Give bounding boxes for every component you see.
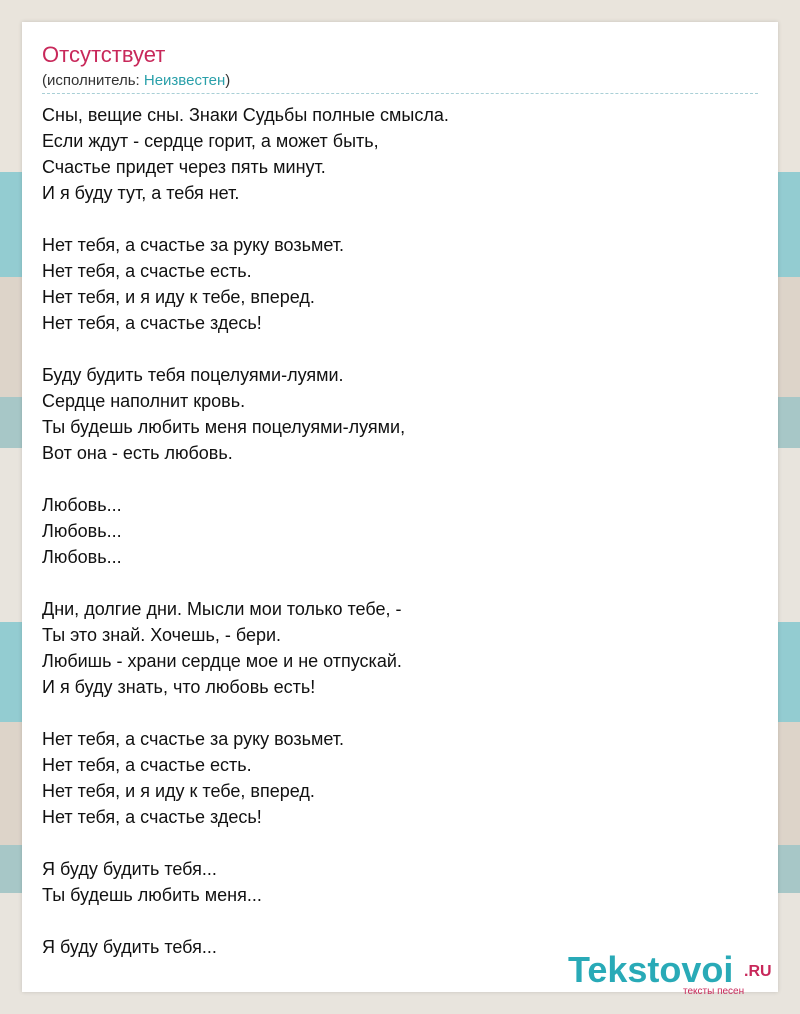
artist-link[interactable]: Неизвестен — [143, 72, 226, 89]
lyric-line: Нет тебя, и я иду к тебе, вперед. — [42, 287, 315, 307]
song-title: Отсутствует — [42, 42, 166, 67]
site-logo[interactable] — [568, 949, 778, 997]
lyric-line: Счастье придет через пять минут. — [42, 157, 326, 177]
lyric-line: Сны, вещие сны. Знаки Судьбы полные смысла. — [42, 105, 449, 125]
stanza — [42, 726, 758, 830]
lyric-line: Любовь... — [42, 521, 122, 541]
lyric-line: Нет тебя, а счастье есть. — [42, 755, 252, 775]
stanza — [42, 492, 758, 570]
artist-prefix: (исполнитель: — [42, 72, 144, 89]
stanza — [42, 102, 758, 206]
lyric-line: Любовь... — [42, 547, 122, 567]
stanza — [42, 596, 758, 700]
lyric-line: Любовь... — [42, 495, 122, 515]
stanza — [42, 232, 758, 336]
lyric-line: Нет тебя, а счастье за руку возьмет. — [42, 729, 344, 749]
lyric-line: Я буду будить тебя... — [42, 937, 217, 957]
lyric-line: Нет тебя, и я иду к тебе, вперед. — [42, 781, 315, 801]
lyric-line: Нет тебя, а счастье здесь! — [42, 313, 262, 333]
artist-line — [42, 72, 230, 90]
stanza — [42, 362, 758, 466]
lyric-line: Если ждут - сердце горит, а может быть, — [42, 131, 379, 151]
lyric-line: Нет тебя, а счастье есть. — [42, 261, 252, 281]
lyric-line: Вот она - есть любовь. — [42, 443, 233, 463]
lyric-line: Ты это знай. Хочешь, - бери. — [42, 625, 282, 645]
lyric-line: Любишь - храни сердце мое и не отпускай. — [42, 651, 402, 671]
lyric-line: Нет тебя, а счастье за руку возьмет. — [42, 235, 344, 255]
lyric-line: Я буду будить тебя... — [42, 859, 217, 879]
logo-domain: .RU — [744, 963, 772, 980]
lyrics-body — [42, 102, 758, 986]
stanza — [42, 856, 758, 908]
lyric-line: Сердце наполнит кровь. — [42, 391, 246, 411]
logo-wordmark: Tekstovoi — [568, 949, 734, 990]
lyric-line: Ты будешь любить меня... — [42, 885, 262, 905]
lyric-line: Дни, долгие дни. Мысли мои только тебе, - — [42, 599, 402, 619]
divider — [42, 93, 758, 94]
lyric-line: Ты будешь любить меня поцелуями-луями, — [42, 417, 406, 437]
lyric-line: И я буду тут, а тебя нет. — [42, 183, 240, 203]
artist-suffix: ) — [225, 72, 231, 89]
logo-tagline: тексты песен — [683, 986, 745, 997]
lyric-line: Нет тебя, а счастье здесь! — [42, 807, 262, 827]
lyric-line: И я буду знать, что любовь есть! — [42, 677, 316, 697]
lyrics-card — [22, 22, 778, 997]
lyric-line: Буду будить тебя поцелуями-луями. — [42, 365, 344, 385]
